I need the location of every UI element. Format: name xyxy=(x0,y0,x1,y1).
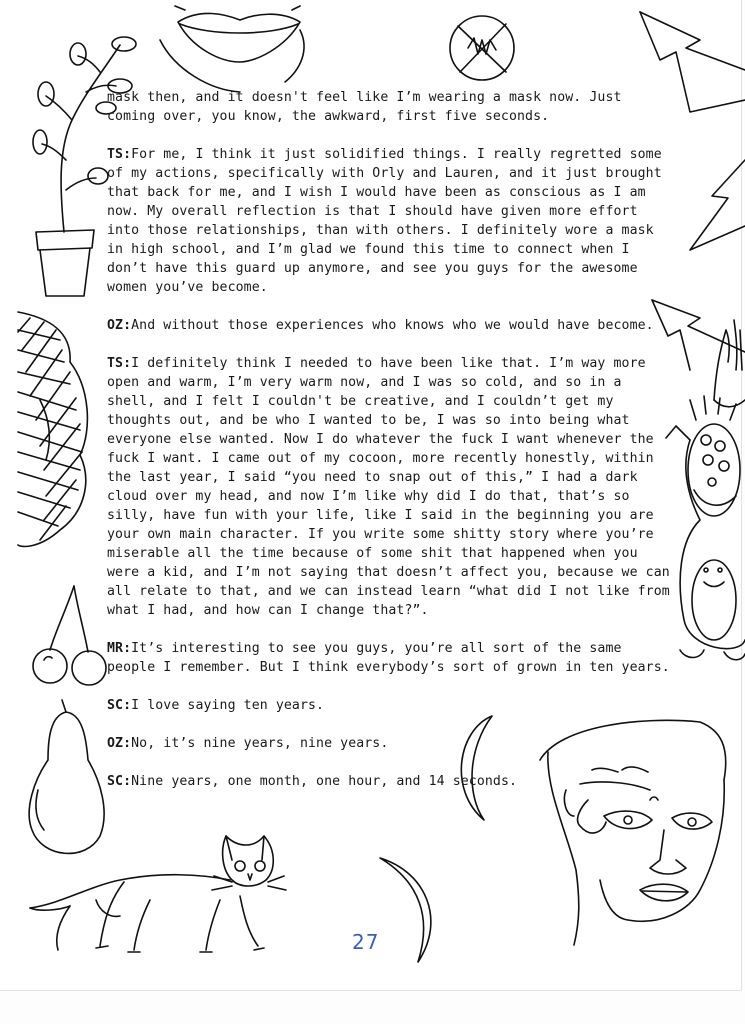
speaker-label: SC: xyxy=(107,698,132,713)
transcript-line xyxy=(107,354,675,620)
transcript-body xyxy=(107,88,675,810)
transcript-line xyxy=(107,772,675,791)
transcript-line xyxy=(107,639,675,677)
dialogue-text: I definitely think I needed to have been like that. I’m way more open and warm, I’m very warm now, and I was so cold, and so in a shell, and I felt I couldn't be creative, and I couldn’t get my thoughts out, and be who I wanted to be, I was so into being what everyone else wanted. Now I do whatever the fuck I want whenever the fuck I want. I came out of my cocoon, more recently honestly, within the last year, I said “you need to snap out of this,” I had a dark cloud over my head, and now I’m like why did I do that, that’s so silly, have fun with your life, like I said in the beginning you are your own main character. If you write some shitty story where you’re miserable all the time because of some shit that happened when you were a kid, and I’m not saying that doesn’t affect you, because we can all relate to that, and we can instead learn “what did I not like from what I had, and how can I change that?”. xyxy=(107,356,670,618)
dialogue-text: It’s interesting to see you guys, you’re all sort of the same people I remember. But I think everybody’s sort of grown in ten years. xyxy=(107,641,670,675)
transcript-line xyxy=(107,88,675,126)
speaker-label: TS: xyxy=(107,147,132,162)
dialogue-text: No, it’s nine years, nine years. xyxy=(131,736,389,751)
crescent-moon-lower xyxy=(380,858,431,962)
dialogue-text: mask then, and it doesn't feel like I’m wearing a mask now. Just coming over, you know, the awkward, first five seconds. xyxy=(107,90,622,124)
leaf-cluster-doodle xyxy=(18,312,87,546)
transcript-line xyxy=(107,316,675,335)
speaker-label: MR: xyxy=(107,641,132,656)
pear-doodle xyxy=(29,700,104,853)
speaker-label: OZ: xyxy=(107,318,132,333)
hand-doodle xyxy=(714,320,745,407)
transcript-line xyxy=(107,145,675,297)
transcript-line xyxy=(107,734,675,753)
cherries-doodle xyxy=(33,586,106,685)
crossed-circle-doodle xyxy=(450,16,514,80)
dialogue-text: And without those experiences who knows who we would have become. xyxy=(131,318,654,333)
speaker-label: SC: xyxy=(107,774,132,789)
speaker-label: OZ: xyxy=(107,736,132,751)
page-number: 27 xyxy=(352,930,380,954)
lips-doodle xyxy=(160,6,304,92)
speaker-label: TS: xyxy=(107,356,132,371)
dialogue-text: I love saying ten years. xyxy=(131,698,325,713)
dialogue-text: For me, I think it just solidified things. I really regretted some of my actions, specifically with Orly and Lauren, and it just brought that back for me, and I wish I would have been as conscious as I am now. My overall reflection is that I should have given more effort into those relationships, than with others. I definitely wore a mask in high school, and I’m glad we found this time to connect when I don’t have this guard up anymore, and see you guys for the awesome women you’ve become. xyxy=(107,147,662,295)
creature-doodle xyxy=(666,396,745,660)
dialogue-text: Nine years, one month, one hour, and 14 seconds. xyxy=(131,774,518,789)
transcript-line xyxy=(107,696,675,715)
